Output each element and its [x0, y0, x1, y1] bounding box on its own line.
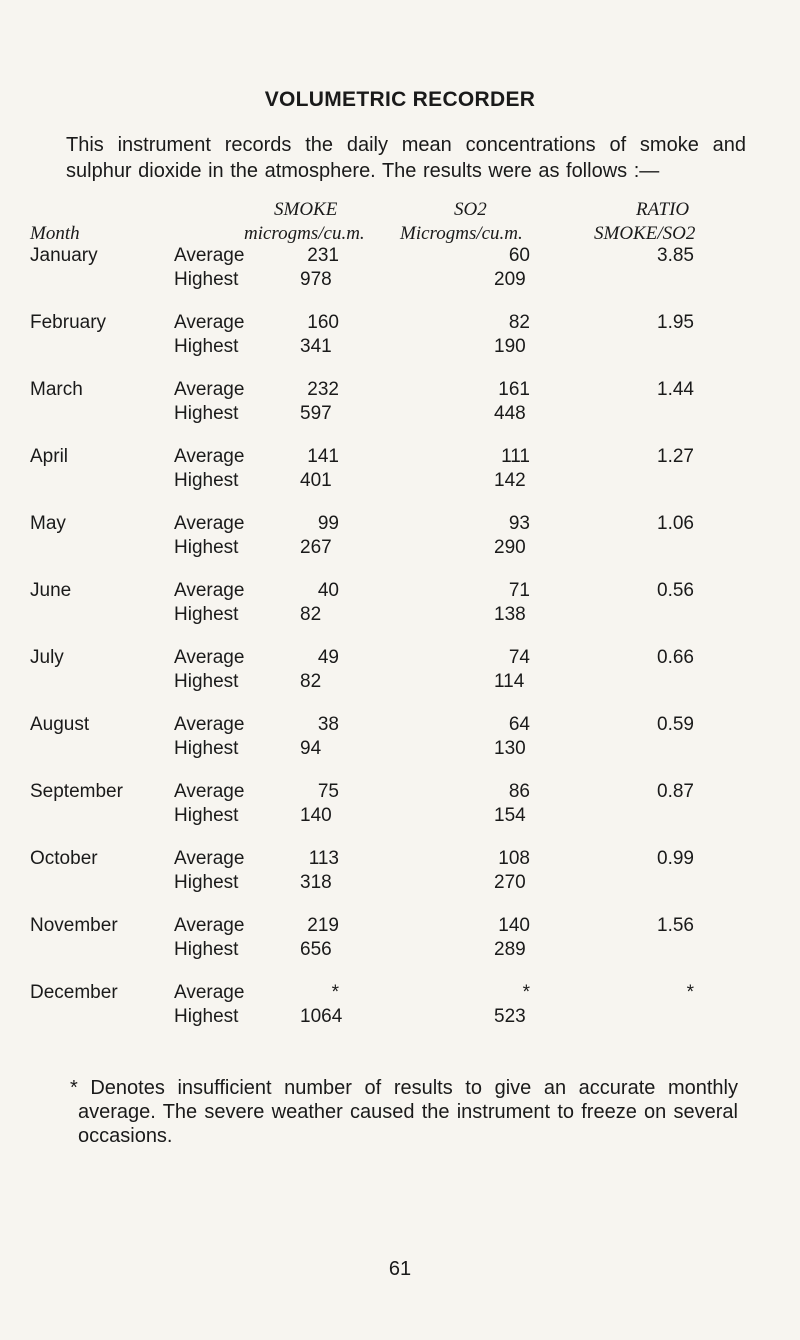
- ratio-value: *: [686, 982, 694, 1003]
- intro-paragraph: This instrument records the daily mean concentrations of smoke and sulphur dioxide in the atmosphere. The results were as follows :—: [66, 134, 746, 182]
- average-label: Average: [174, 379, 245, 400]
- so2-average-value: 86: [508, 781, 530, 802]
- smoke-highest-value: 1064: [300, 1006, 343, 1027]
- smoke-average-value: 231: [307, 245, 339, 266]
- so2-highest-value: 138: [494, 604, 526, 625]
- average-label: Average: [174, 580, 245, 601]
- highest-label: Highest: [174, 671, 239, 692]
- so2-highest-value: 289: [494, 939, 526, 960]
- ratio-value: 0.56: [657, 580, 694, 601]
- ratio-value: 1.44: [657, 379, 694, 400]
- average-label: Average: [174, 513, 245, 534]
- footnote: [70, 1076, 738, 1148]
- smoke-average-value: 40: [317, 580, 339, 601]
- so2-highest-value: 114: [494, 671, 525, 692]
- ratio-value: 1.27: [657, 446, 694, 467]
- header-month: Month: [30, 223, 80, 244]
- so2-highest-value: 270: [494, 872, 526, 893]
- smoke-highest-value: 401: [300, 470, 332, 491]
- month-label: December: [30, 982, 118, 1003]
- so2-average-value: *: [522, 982, 530, 1003]
- so2-highest-value: 142: [494, 470, 526, 491]
- month-label: April: [30, 446, 69, 467]
- month-label: May: [30, 513, 66, 534]
- ratio-value: 3.85: [657, 245, 694, 266]
- month-label: August: [30, 714, 90, 735]
- month-label: January: [30, 245, 98, 266]
- smoke-highest-value: 82: [300, 604, 322, 625]
- average-label: Average: [174, 982, 245, 1003]
- so2-highest-value: 290: [494, 537, 526, 558]
- smoke-highest-value: 318: [300, 872, 332, 893]
- so2-highest-value: 154: [494, 805, 526, 826]
- header-smoke: SMOKE: [274, 199, 338, 220]
- header-ratio-units: SMOKE/SO2: [594, 223, 696, 244]
- month-label: November: [30, 915, 118, 936]
- month-label: June: [30, 580, 72, 601]
- smoke-average-value: *: [331, 982, 339, 1003]
- smoke-average-value: 113: [308, 848, 339, 869]
- so2-highest-value: 523: [494, 1006, 526, 1027]
- ratio-value: 0.66: [657, 647, 694, 668]
- so2-average-value: 93: [508, 513, 530, 534]
- highest-label: Highest: [174, 403, 239, 424]
- so2-average-value: 161: [498, 379, 530, 400]
- smoke-highest-value: 597: [300, 403, 332, 424]
- ratio-value: 1.56: [657, 915, 694, 936]
- smoke-average-value: 219: [307, 915, 339, 936]
- average-label: Average: [174, 714, 245, 735]
- smoke-highest-value: 978: [300, 269, 332, 290]
- ratio-value: 0.59: [657, 714, 694, 735]
- so2-average-value: 74: [508, 647, 530, 668]
- average-label: Average: [174, 446, 245, 467]
- page-title: VOLUMETRIC RECORDER: [264, 88, 536, 111]
- ratio-value: 1.95: [657, 312, 694, 333]
- average-label: Average: [174, 647, 245, 668]
- smoke-highest-value: 267: [300, 537, 332, 558]
- month-label: October: [30, 848, 98, 869]
- highest-label: Highest: [174, 1006, 239, 1027]
- so2-average-value: 108: [498, 848, 530, 869]
- smoke-average-value: 38: [317, 714, 339, 735]
- smoke-highest-value: 82: [300, 671, 322, 692]
- highest-label: Highest: [174, 939, 239, 960]
- average-label: Average: [174, 848, 245, 869]
- header-so2-units: Microgms/cu.m.: [400, 223, 523, 244]
- highest-label: Highest: [174, 269, 239, 290]
- smoke-average-value: 141: [307, 446, 339, 467]
- highest-label: Highest: [174, 537, 239, 558]
- smoke-average-value: 232: [307, 379, 339, 400]
- ratio-value: 1.06: [657, 513, 694, 534]
- so2-highest-value: 190: [494, 336, 526, 357]
- highest-label: Highest: [174, 604, 239, 625]
- header-ratio: RATIO: [636, 199, 690, 220]
- highest-label: Highest: [174, 470, 239, 491]
- highest-label: Highest: [174, 738, 239, 759]
- header-smoke-units: microgms/cu.m.: [244, 223, 365, 244]
- ratio-value: 0.99: [657, 848, 694, 869]
- so2-highest-value: 130: [494, 738, 526, 759]
- month-label: September: [30, 781, 123, 802]
- smoke-average-value: 99: [317, 513, 339, 534]
- so2-average-value: 111: [501, 446, 530, 467]
- page-number: 61: [388, 1258, 412, 1280]
- month-label: February: [30, 312, 107, 333]
- so2-average-value: 64: [508, 714, 530, 735]
- average-label: Average: [174, 245, 245, 266]
- so2-average-value: 140: [498, 915, 530, 936]
- so2-average-value: 82: [508, 312, 530, 333]
- ratio-value: 0.87: [657, 781, 694, 802]
- smoke-average-value: 49: [317, 647, 339, 668]
- smoke-average-value: 160: [307, 312, 339, 333]
- header-so2: SO2: [454, 199, 487, 220]
- footnote-text: * Denotes insufficient number of results to give an accurate monthly average. The severe weather caused the instrument to freeze on several occasions.: [70, 1077, 738, 1147]
- smoke-average-value: 75: [317, 781, 339, 802]
- so2-highest-value: 209: [494, 269, 526, 290]
- highest-label: Highest: [174, 336, 239, 357]
- smoke-highest-value: 94: [300, 738, 322, 759]
- so2-average-value: 60: [508, 245, 530, 266]
- highest-label: Highest: [174, 872, 239, 893]
- so2-highest-value: 448: [494, 403, 526, 424]
- average-label: Average: [174, 915, 245, 936]
- smoke-highest-value: 656: [300, 939, 332, 960]
- smoke-highest-value: 341: [300, 336, 332, 357]
- average-label: Average: [174, 781, 245, 802]
- month-label: July: [30, 647, 64, 668]
- so2-average-value: 71: [508, 580, 530, 601]
- average-label: Average: [174, 312, 245, 333]
- smoke-highest-value: 140: [300, 805, 332, 826]
- highest-label: Highest: [174, 805, 239, 826]
- month-label: March: [30, 379, 83, 400]
